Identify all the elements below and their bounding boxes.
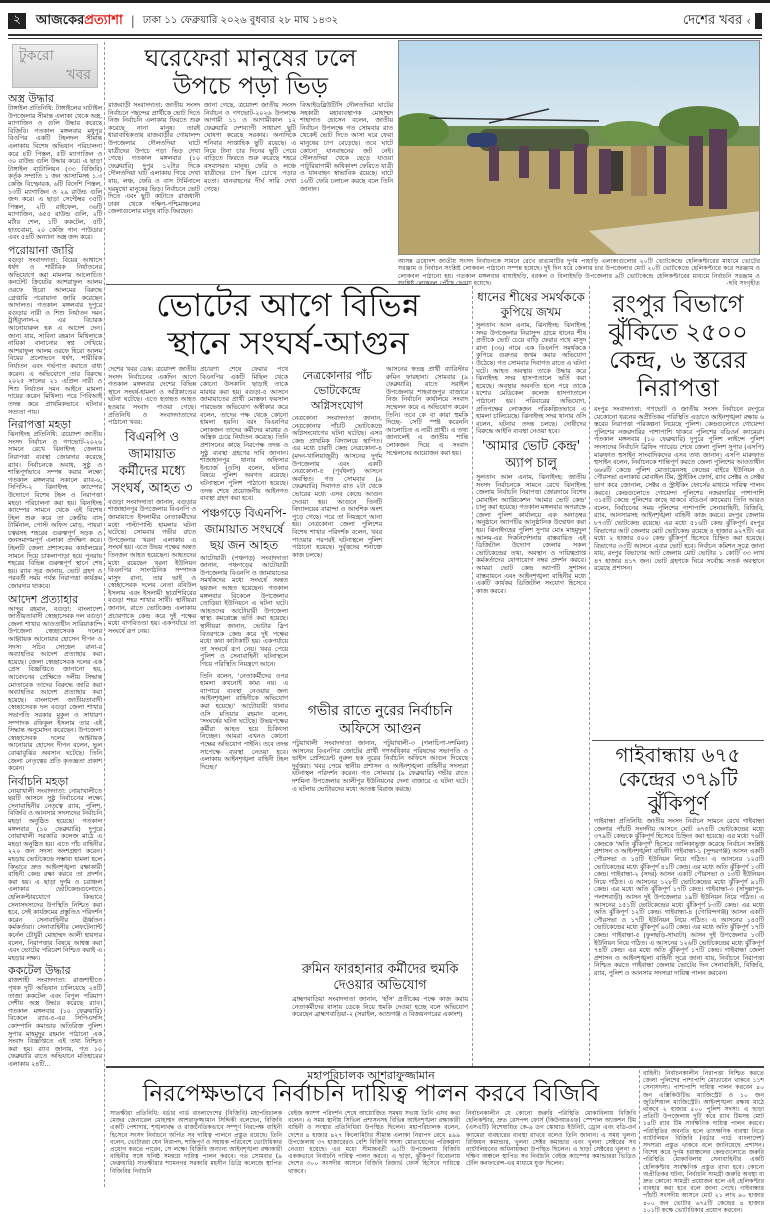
clash-col5-body: তিনি বলেন, 'নেতাকর্মীদের ওপর হামলা কখনোই কাম্য নয়। এ ব্যাপারে ব্যবস্থা নেওয়ার জন্য আইনশৃঙ্খলা বাহিনীকে অভিযোগ করা হয়েছে।' আটোয়ারী থানার ওসি মতিয়ার রহমান বলেন, 'সংঘর্ষের ঘটনা ঘটেছে। উভয়পক্ষের কর্মীরা আহত হয়ে চিকিৎসা নিচ্ছেন। আমরা এখনও কোনো পক্ষের অভিযোগ পাইনি। তবে তদন্ত সাপেক্ষে ব্যবস্থা নেওয়া হবে। এলাকায় আইনশৃঙ্খলা বাহিনী টহল দিচ্ছে।' [200,671,288,771]
header-rule-thin [8,38,762,39]
clash-headline-line-2: স্থানে সংঘর্ষ-আগুন [167,324,409,362]
brief-body: ঝিনাইদহ প্রতিনিধি: ত্রয়োদশ জাতীয় সংসদ নির্বাচন ও গণভোট-২০২৬ সামনে রেখে ঝিনাইদহ জেলায় নিরাপত্তা ব্যবস্থা জোরদার করেছে র‍্যাব। নির্বাচনকে অবাধ, সুষ্ঠু ও শান্তিপূর্ণভাবে সম্পন্ন করার লক্ষ্যে গতকাল মঙ্গলবার সকালে র‍্যাব-৬, সিপিসি-২ ঝিনাইদহ ক্যাম্পের উদ্যোগে বিশেষ টহল ও নিরাপত্তা মহড়া পরিচালনা করা হয়। ঝিনাইদহ ক্যাম্পের সামনে থেকে এই বিশেষ টহল শুরু করে তা কেন্দ্রীয় বাস টার্মিনাল, পোস্ট অফিস মোড়, পায়রা চত্বরসহ শহরের গুরুত্বপূর্ণ সড়ক ও জনসমাগমপূর্ণ এলাকা প্রদক্ষিণ করে। টহলটি জেলা প্রশাসকের কার্যালয়ের সামনে দিয়ে চাকলাপাড়া হয়ে পুনরায় শহরের বিভিন্ন গুরুত্বপূর্ণ স্থানে শেষ হয়। র‍্যাব সূত্র জানায়, ভোট গ্রহণ ও পরবর্তী সময় পর্যন্ত নিরাপত্তা কার্যক্রম জোরদার থাকবে। [8,430,102,591]
brief-title[interactable]: অস্ত্র উদ্ধার [8,92,54,105]
bgb-column-3: নির্বাচনকালীন যে কোনো জরুরি পরিস্থিতি মোকাবিলায় বিজিবি হেলিকপ্টার, দ্রুত রেসপন্স ফোর্স (কিউআরএফ) স্পেশাল অ্যাকশন টিম (এসএটি) বিশেষায়িত কে-৯ ডগ স্কোয়াড ইউনিট, ড্রোন এবং বডি-ওর্ন ক্যামেরা ব্যবহারের ব্যবস্থা রাখবে বলেও তিনি জানান। এ সময় খুলনা রিজিয়ন কমান্ডার, খুলনা সেক্টর কমান্ডার এবং খুলনা সেক্টরের সব ব্যাটালিয়নের অধিনায়করা উপস্থিত ছিলেন। এ ছাড়া সেক্টরের খুলনা ও দক্ষিণ অঞ্চলে স্থাপিত সব নির্বাচনি বেইজ ক্যাম্পের কমান্ডাররা ভিডিও টেলি কনফারেন্স-এর মাধ্যমে যুক্ত ছিলেন। [466,1110,636,1168]
column-divider [104,42,105,1187]
clash-headline-line-1: ভোটের আগে বিভিন্ন [156,286,420,324]
photo-credit: -ছবি সংগৃহীত [726,280,760,288]
gaibandha-continued: বাহিনী। নির্বাচনকালীন নিরাপত্তা নিশ্চিত করতে জেলা পুলিশের পাশাপাশি মোতায়েন থাকবে ১১শ সেনাসদস্য। পাশাপাশি দায়িত্ব পালন করবেন ৪০ জন এক্সিকিউটিভ ম্যাজিস্ট্রেট ও ১০ জন জুডিশিয়াল ম্যাজিস্ট্রেট। আইনশৃঙ্খলা রক্ষায় মাঠে থাকবে ২ হাজার ৫০০ পুলিশ সদস্য। এ ছাড়া প্রতিটি উপজেলায় দুটি করে র‍্যাব টিমসহ মোট ১৪টি র‍্যাব টিম সার্বক্ষণিক দায়িত্ব পালন করবে। পরিস্থিতির অবনতি হলে তাৎক্ষণিক ব্যবস্থা নিতে ব্যাটালিয়ন বিজিবি (বর্ডার গার্ড বাংলাদেশ) সদস্যরা প্রস্তুত থাকবে বলে জানিয়েছে প্রশাসন। বিশেষ করে দুর্গম চরাঞ্চলের কেন্দ্রগুলোতে জরুরি পরিস্থিতি মোকাবিলায় সেনাবাহিনীর একটি হেলিকপ্টার সার্বক্ষণিক প্রস্তুত রাখা হবে। কোনো অপ্রীতিকর ঘটনা, নির্বাচনি সামগ্রী জরুরি অবস্থা বা দ্রুত কোনো সামগ্রী প্রয়োজন হলে এই হেলিকপ্টার ব্যবহার করা হবে বলে জানা গেছে। গাইবান্ধার পাঁচটি সংসদীয় আসনে মোট ২১ লাখ ৯০ হাজার ৪০০ জন ভোটার ৬৭৫টি কেন্দ্রের ৪ হাজার ১০১টি কক্ষে ভোটাধিকার প্রয়োগ করবেন। [643,1070,764,1214]
helicopter-soldiers-photo [399,41,760,255]
column-divider [639,1070,640,1190]
brand-accent: প্রত্যাশা [84,12,123,28]
gaibandha-headline-line-1: গাইবান্ধায় ৬৭৫ [615,743,741,767]
dateline: ঢাকা ১১ ফেব্রুয়ারি ২০২৬ বুধবার ২৮ মাঘ ১৪৩২ [142,14,339,26]
badge-line-2: খবর [66,67,91,83]
sidebar-briefs [8,90,102,1068]
clash-col2-body: প্রচারণা শেষে ফেরার পথে বিএনপির একটি মিছিল থেকে কোনো উসকানি ছাড়াই তাকে মারধর করা হয়। বগুড়া-৫ আসনে জামায়াতের প্রার্থী মোস্তফা ফয়সাল পারভেজ অভিযোগ অস্বীকার করে বলেন, তাদের পক্ষ থেকে কোনো হামলা হয়নি। বরং বিএনপির লোকজন তাদের কর্মীদের মারধর ও অস্ত্রিক চেয়ে নির্যাতন করেছে। তিনি প্রশাসনের কাছে নিরপেক্ষ তদন্ত ও সুষ্ঠু ব্যবস্থা গ্রহণের দাবি জানান। শাজাহানপুর থানার অফিসার ইনচার্জ (ওসি) বলেন, ঘটনার বিষয়ে পুলিশ অবগত রয়েছে। ঘটনাস্থলে পুলিশ পাঠানো হয়েছে। তদন্ত শেষে প্রয়োজনীয় আইনগত ব্যবস্থা গ্রহণ করা হবে। [200,365,288,503]
clash-sub3-title[interactable]: নেত্রকোনার পাঁচ ভোটকেন্দ্রে অগ্নিসংযোগ [302,369,372,412]
section-rule [592,740,764,741]
paddy-headline[interactable]: ধানের শীষের সমর্থককে কুপিয়ে জখম [477,290,585,319]
column-divider [472,286,473,1066]
clash-sub2-title[interactable]: পঞ্চগড়ে বিএনপি-জামায়াত সংঘর্ষে ছয় জন আহত [201,505,287,552]
brief-title[interactable]: নিরাপত্তা মহড়া [8,418,72,432]
brief-body: বগুড়া সংবাদদাতা: বিয়ের আশ্বাসে ধর্ষণ ও শারীরিক নির্যাতনের অভিযোগে করা মামলায় আলোচিত কনটেন্ট ক্রিয়েটর আশরাফুল আলম ওরফে হিরো আলমের বিরুদ্ধে গ্রেপ্তারি পরোয়ানা জারি করেছেন আদালত। গতকাল মঙ্গলবার দুপুরে বগুড়ার নারী ও শিশু নির্যাতন দমন ট্রাইব্যুনাল-২ এর বিচারক আনোয়ারুল হক এ আদেশ দেন। জানা যায়, সাবিনা রহমান মিথিলাকে নায়িকা বানানোর স্বপ্ন দেখিয়ে আশরাফুল আলম ওরফে হিরো আলম বিয়ের প্রলোভনে ধর্ষণ, শারীরিক নির্যাতন এবং গর্ভপাত করাতে বাধ্য করেন। এ অভিযোগে তার বিরুদ্ধে ২০২৫ সালের ২১ এপ্রিল নারী ও শিশু নির্যাতন দমন আইনে মামলা দায়ের করেন মিথিলা। পরে পিবিআই তদন্ত করে প্রাথমিকভাবে ঘটনার সত্যতা পায়। [8,255,102,416]
tukro-khobor-badge [12,44,98,88]
rangpur-body: রংপুর সংবাদদাতা: গণভোট ও জাতীয় সংসদ নির্বাচনে রংপুরে যেকোনো ধরনের অপ্রীতিকর পরিস্থিতি এড়াতে আইনশৃঙ্খলা রক্ষায় ৬ স্তরের নিরাপত্তা পরিকল্পনা নিয়েছে পুলিশ। কেন্দ্রগুলোতে গোয়েন্দা পুলিশের নজরদারির পাশাপাশি থাকবে পুলিশের বডিওর্ন ক্যামেরা। গতকাল মঙ্গলবার (১০ ফেব্রুয়ারি) দুপুরে পুলিশ লাইন্সে পুলিশ সদস্যদের নির্বাচনি ব্রিফিং প্যারেড শেষে জেলা পুলিশ সুপার (এসপি) মারুফাত হুসাইন সাংবাদিকদের এসব তথ্য জানান। এসপি মারুফাত হুসাইন বলেন, নির্বাচনকে শান্তিপূর্ণ করতে জেলা পুলিশের আওতাধীন ৬৬৬টি কেন্দ্রে পুলিশ মোতায়েনসহ কেন্দ্রের বাইরে ইউনিয়ন ও পৌরসভা এলাকায় মোবাইল টিম, স্ট্রাইকিং ফোর্স, র‍্যাব সেক্টর ও সেক্টর ভাগ করে জোনাল, সেক্টর ও স্ট্রাইকিং ফোর্সের মাধ্যমে দায়িত্ব পালন করবে। কেন্দ্রগুলোতে গোয়েন্দা পুলিশের নজরদারির পাশাপাশি ৩১৫টি কেন্দ্রে পুলিশের কাছে থাকবে বডিওর্ন ক্যামেরা। তিনি আরও বলেন, নির্বাচনের সময় পুলিশের পাশাপাশি সেনাবাহিনী, বিজিবি, র‍্যাব, আনসারসহ আইনশৃঙ্খলা বাহিনী কাজ করবে। রংপুর জেলায় ৮৭৩টি ভোটকেন্দ্র রয়েছে। এর মধ্যে ৫১৬টি কেন্দ্র ঝুঁকিপূর্ণ। রংপুর বিভাগের আট জেলায় মোট ভোটকেন্দ্র রয়েছে ৪ হাজার ৯২৭টি। এর মধ্যে ২ হাজার ৫০০ কেন্দ্র ঝুঁকিপূর্ণ হিসেবে চিহ্নিত করা হয়েছে। বিভাগের ৩৩টি আসনে এবার ভোট হবে। নির্বাচন কমিশন সূত্রে জানা যায়, রংপুর বিভাগের আট জেলায় মোট ভোটার ১ কোটি ৩৩ লাখ ৪৭ হাজার ৪১৭ জন। ভোট গ্রহণকে ঘিরে সর্বোচ্চ সতর্ক অবস্থানে রয়েছে প্রশাসন। [594,405,764,573]
clash-sub3-body: নেত্রকোনা সংবাদদাতা জানান, নেত্রকোনার পাঁচটি ভোটকেন্দ্রে অগ্নিসংযোগের ঘটনা ঘটেছে। এসব কেন্দ্র প্রাথমিক বিদ্যালয়ে স্থাপিত। এর মধ্যে চারটি কেন্দ্র নেত্রকোনা-৪ (মদন-খালিয়াজুরী) আসনের দুর্গম উপজেলায় এবং একটি নেত্রকোনা-৫ (পূর্বধলা) আসনে অবস্থিত। গত সোমবার (৯ ফেব্রুয়ারি) দিবাগত রাত ২টা থেকে ভোরের মধ্যে এসব কেন্দ্রে আগুন দেওয়া হয়। আগুনে তিনটি বিদ্যালয়ের বারান্দা ও আংশিক অংশ পুড়ে গেছে। পরে তা নিয়ন্ত্রণে আনা হয়। নেত্রকোনা জেলা পুলিশের বিশেষ শাখার পরিদর্শক বলেন, খবর পাওয়ার পরপরই ঘটনাস্থলে পুলিশ পাঠানো হয়েছে। দুর্বৃত্তদের শনাক্তে কাজ চলছে। [292,414,382,559]
clash-sub1-body: বগুড়া সংবাদদাতা জানান, বগুড়ার শাজাহানপুর উপজেলায় বিএনপি ও জামায়াতে ইসলামীর নেতাকর্মীদের মধ্যে পাল্টাপাল্টি হামলার ঘটনা ঘটেছে। সোমবার গভীর রাতে উপজেলার খরনা এলাকায় এ সংঘর্ষ হয়। এতে উভয় পক্ষের অন্তত তিনজন আহত হয়েছেন। আহতদের মধ্যে রয়েছেন খরনা ইউনিয়ন বিএনপির সাংগঠনিক সম্পাদক মাসুদ রানা, তার ভাই ও স্বেচ্ছাসেবক দলের নেতা রবিউল ইসলাম এবং ইসলামী ছাত্রশিবিরের বগুড়া শহর শাখার সাথী। স্থানীয়রা জানান, রাতে ভোটকেন্দ্র এলাকায় প্রচারণাকে কেন্দ্র করে দুই পক্ষের মধ্যে বাগবিতণ্ডা হয়। একপর্যায়ে তা সংঘর্ষে রূপ নেয়। [108,497,196,635]
brief-body: নোয়াখালী সংবাদদাতা: নোয়াখালীতে ছয়টি আসনে সুষ্ঠু নির্বাচনের লক্ষ্যে সেনাবাহিনীর নেতৃত্বে র‍্যাব, পুলিশ, বিজিবি ও আনসার সদস্যদের নির্বাচনি মহড়া অনুষ্ঠিত হয়েছে। গতকাল মঙ্গলবার (১০ ফেব্রুয়ারি) দুপুরে নোয়াখালী সরকারি কলেজ মাঠে এ মহড়া অনুষ্ঠিত হয়। এতে পাঁচ বাহিনীর ২২০ জন সদস্য অংশগ্রহণ করেন। মহড়ায় ভোটকেন্দ্রে সম্ভাব্য হামলা হলে কিভাবে দ্রুত আইনশৃঙ্খলা রক্ষাকারী বাহিনী কেন্দ্র রক্ষা করবে তা প্রদর্শন করা হয়। এ ছাড়া দুর্গম ও চরাঞ্চল এলাকার ভোটকেন্দ্রগুলোতে হেলিকপ্টারযোগে কিভাবে সেনাসদস্যদের উপস্থিতি নিশ্চিত করা হবে, সেই কার্যক্রমের প্রস্তুতিও পরিদর্শন করেন সেনাবাহিনীর ঊর্ধ্বতন কর্মকর্তারা। সেনাবাহিনীর লেফটেন্যান্ট কর্নেল চৌধুরী মোহাম্মদ আলী হায়দার বলেন, নিরাপত্তার বিষয়ে আশ্বস্ত করা এবং ভোটের পরিবেশ নিশ্চিত করাই এ মহড়ার লক্ষ্য। [8,786,102,962]
brand-prefix: আজকের [36,12,85,28]
clash-sub2-body: আটোয়ারী (পঞ্চগড়) সংবাদদাতা জানান, পঞ্চগড়ের আটোয়ারী উপজেলায় বিএনপি ও জামায়াতের সমর্থকদের মধ্যে সংঘর্ষে অন্তত ছয়জন আহত হয়েছেন। গতকাল মঙ্গলবার বিকেলে উপজেলার তোড়িয়া ইউনিয়নে এ ঘটনা ঘটে। আহতদের আটোয়ারী উপজেলা স্বাস্থ্য কমপ্লেক্সে ভর্তি করা হয়েছে। স্থানীয়রা জানান, ভোটার স্লিপ বিতরণকে কেন্দ্র করে দুই পক্ষের মধ্যে কথা কাটাকাটি হয়। একপর্যায়ে তা সংঘর্ষে রূপ নেয়। খবর পেয়ে পুলিশ ও সেনাবাহিনী ঘটনাস্থলে গিয়ে পরিস্থিতি নিয়ন্ত্রণে আনে। [200,553,288,668]
brief-item [8,593,102,773]
page-number: ২ [8,13,26,29]
section-label[interactable] [683,11,762,32]
clash-sub4-body: পটুয়াখালী সংবাদদাতা জানান, পটুয়াখালী-৩ (গলাচিপা-দশমিনা) আসনের বিএনপির জোটের প্রার্থী গণঅধিকার পরিষদের সভাপতি ও ভাইস প্রেসিডেন্ট নুরুল হক নুরের নির্বাচনি অফিসে আগুন দিয়েছে দুর্বৃত্তরা। খবর পেয়ে স্থানীয় প্রশাসন ও আইনশৃঙ্খলা বাহিনীর সদস্যরা ঘটনাস্থল পরিদর্শন করেন। গত সোমবার (৯ ফেব্রুয়ারি) গভীর রাতে দশমিনা উপজেলার আলীপুর ইউনিয়নের দেলা বাজারে এ ঘটনা ঘটে। এ ঘটনায় ভোটারদের মধ্যে আতঙ্ক বিরাজ করছে। [292,739,468,793]
clash-column-3 [292,366,382,559]
brief-item [8,418,102,590]
brief-body: রাজশাহী সংবাদদাতা: রাজশাহীতে পৃথক দুটি অভিযান চালিয়েছে ২৪টি তাজা ককটেল এবং বিপুল পরিমাণ দেশীয় অস্ত্র উদ্ধার করেছে র‍্যাব। গতকাল মঙ্গলবার (১০ ফেব্রুয়ারি) বিকেলে র‍্যাব-৫-এর সিপিএসসি কোম্পানি কমান্ডার অতিরিক্ত পুলিশ সুপার মাহমুদুর রহমান পাঠানো এক সংবাদ বিজ্ঞপ্তিতে এই তথ্য নিশ্চিত করা হয়। র‍্যাব জানায়, গত ১০ ফেব্রুয়ারি রাতে অভিযানে মতিহারের এলাকায় ২৪টি... [8,976,102,1068]
brief-title[interactable]: আদেশ প্রত্যাহার [8,592,79,606]
gaibandha-body: গাইবান্ধা প্রতিনিধি: জাতীয় সংসদ নির্বাচন সামনে রেখে গাইবান্ধা জেলার পাঁচটি সংসদীয় আসনে মোট ৬৭৫টি ভোটকেন্দ্রের মধ্যে ৩৭৯টি কেন্দ্রকে ঝুঁকিপূর্ণ হিসেবে চিহ্নিত করা হয়েছে। এর মধ্যে ৭৬টি কেন্দ্রকে 'অতি ঝুঁকিপূর্ণ' হিসেবে তালিকাভুক্ত করেছে নির্বাচন সংশ্লিষ্ট প্রশাসন ও আইনশৃঙ্খলা বাহিনী। গাইবান্ধা-১ (সুন্দরগঞ্জ) আসন একটি পৌরসভা ও ১৫টি ইউনিয়ন নিয়ে গঠিত। এ আসনের ১২৫টি ভোটকেন্দ্রের মধ্যে ঝুঁকিপূর্ণ ৪১টি কেন্দ্র। এর মধ্যে অতি ঝুঁকিপূর্ণ ১৩টি কেন্দ্র। গাইবান্ধা-২ (সদর) আসন একটি পৌরসভা ও ১৩টি ইউনিয়ন নিয়ে গঠিত। এ আসনের ১২৮টি ভোটকেন্দ্রের মধ্যে ঝুঁকিপূর্ণ ৯১টি কেন্দ্র। এর মধ্যে অতি ঝুঁকিপূর্ণ ১৭টি কেন্দ্র। গাইবান্ধা-৩ (সাদুল্লাপুর-পলাশবাড়ী) আসন দুই উপজেলার ১৯টি ইউনিয়ন নিয়ে গঠিত। এ আসনের ১৫১টি ভোটকেন্দ্রের মধ্যে ঝুঁকিপূর্ণ ৮৩টি কেন্দ্র। এর মধ্যে অতি ঝুঁকিপূর্ণ ১২টি কেন্দ্র। গাইবান্ধা-৪ (গোবিন্দগঞ্জ) আসন একটি পৌরসভা ও ১৭টি ইউনিয়ন নিয়ে গঠিত। এ আসনের ১৪৫টি ভোটকেন্দ্রের মধ্যে ঝুঁকিপূর্ণ ৯০টি কেন্দ্র। এর মধ্যে অতি ঝুঁকিপূর্ণ ১৭টি কেন্দ্র। গাইবান্ধা-৫ (ফুলছড়ি-সাঘাটা) আসন দুই উপজেলার ১৩টি ইউনিয়ন নিয়ে গঠিত। এ আসনের ১২৬টি ভোটকেন্দ্রের মধ্যে ঝুঁকিপূর্ণ ৭৪টি কেন্দ্র। এর মধ্যে অতি ঝুঁকিপূর্ণ ১৭টি কেন্দ্র। গাইবান্ধা জেলা প্রশাসন ও আইনশৃঙ্খলা বাহিনী সূত্রে জানা যায়, নির্বাচনে নিরাপত্তা নিশ্চিত করতে গাইবান্ধা জেলায় ভোটের দিন সেনাবাহিনী, বিজিবি, র‍্যাব, পুলিশ ও আনসার সদস্যরা দায়িত্ব পালন করবেন। [594,817,764,977]
clash-sub5-body: ব্রাহ্মণবাড়িয়া সংবাদদাতা জানান, 'হাঁস' প্রতীকের পক্ষে কাজ করায় নেতাকর্মীদের বাসায় ডেকে নিয়ে হুমকি দেওয়া হচ্ছে বলে অভিযোগ করেছেন ব্রাহ্মণবাড়িয়া-২ (সরাইল, আশুগঞ্জ ও বিজয়নগরের একাংশ) [292,995,468,1019]
brief-item [8,964,102,1068]
paddy-body: সুলতান আল এনাম, ঝিনাইদহ: ঝিনাইদহ সদর উপজেলার নিরাসুন্দ গ্রামে ধানের শীষ প্রতীকে ভোট চেয়ে বাড়ি ফেরার পথে মাসুদ রানা (৩৬) নামে এক বিএনপি সমর্থককে কুপিয়ে গুরুতর জখম করার অভিযোগ উঠেছে। গত সোমবার দিবাগত রাতে এ ঘটনা ঘটে। আহত অবস্থায় তাকে উদ্ধার করে ঝিনাইদহ সদর হাসপাতালে ভর্তি করা হয়েছে। অবস্থার অবনতি হলে পরে তাকে যশোর মেডিকেল কলেজ হাসপাতালে পাঠানো হয়। পরিবারের অভিযোগ, প্রতিপক্ষের লোকজন পরিকল্পিতভাবে এ হামলা চালিয়েছে। ঝিনাইদহ সদর থানার ওসি বলেন, ঘটনার তদন্ত চলছে। দোষীদের বিরুদ্ধে আইনি ব্যবস্থা নেওয়া হবে। [476,321,586,436]
gaibandha-headline-line-2: কেন্দ্রের ৩৭৯টি [618,767,738,791]
clash-column-2 [200,366,288,771]
lead-column-2: জানা গেছে, ত্রয়োদশ জাতীয় সংসদ নির্বাচন ও গণভোট-২০২৬ উপলক্ষে আগামী ১১ ও আগামীকাল ১২ ফেব্রুয়ারি দেশব্যাপী সাধারণ ছুটি ঘোষণা করেছে সরকার। অন্যদিকে শনিবার সাপ্তাহিক ছুটি রয়েছে। এ নিয়ে টানা চার দিনের ছুটি পেয়ে বাড়িতে ফিরতে শুরু করেছে শহরে বসবাসরত মানুষ। ফেরি ও লঞ্চে যাত্রীদের চাপ ছিল চোখে পড়ার মতো। যানবাহনের দীর্ঘ সারি দেখা গেছে। [204,101,296,193]
bgb-headline[interactable]: নিরপেক্ষভাবে নির্বাচনি দায়িত্ব পালন করবে বিজিবি [142,1081,600,1107]
clash-sub1-title[interactable]: বিএনপি ও জামায়াত কর্মীদের মধ্যে সংঘর্ষ, আহত ৩ [111,429,193,496]
bgb-kicker: মহাপরিচালক আশরাফুজ্জামান [307,1069,435,1082]
brief-item [8,92,102,242]
section-rule [106,284,468,285]
brief-body: আব্দুর রহমান, বগুড়া: বাংলাদেশ জাতীয়তাবাদী স্বেচ্ছাসেবক দল বগুড়া জেলা শাখার আওতাধীন সারিয়াকান্দি উপজেলা স্বেচ্ছাসেবক দলের আহ্বায়ক আনোয়ার হোসেন দীপন ও সদস্য সচিব সোহেল রানা-র অব্যাহতির আদেশ প্রত্যাহার করা হয়েছে। জেলা স্বেচ্ছাসেবক দলের এক প্রেস বিজ্ঞপ্তিতে জানানো হয়, আবেদনের প্রেক্ষিতে দলীয় সিদ্ধান্ত মোতাবেক তাদের বিরুদ্ধে জারি করা অব্যাহতির আদেশ প্রত্যাহার করা হয়েছে। বাংলাদেশ জাতীয়তাবাদী স্বেচ্ছাসেবক দল বগুড়া জেলা শাখার সভাপতি সরকার মুকুল ও সাধারণ সম্পাদক রফিকুল ইসলাম তার এই সিদ্ধান্ত অনুমোদন করেছেন। উপজেলা স্বেচ্ছাসেবক দলের আহ্বায়ক আনোয়ার হোসেন দীপন বলেন, ভুল বোঝাবুঝির অবসান ঘটেছে। তিনি জেলা নেতৃত্বের প্রতি কৃতজ্ঞতা প্রকাশ করেন। [8,604,102,773]
rangpur-headline[interactable] [592,290,764,402]
app-launch-title[interactable]: 'আমার ভোট কেন্দ্র' অ্যাপ চালু [481,438,581,471]
masthead [0,0,770,34]
clash-sub5-title[interactable]: রুমিন ফারহানার কর্মীদের হুমকি দেওয়ার অভিযোগ [301,962,459,993]
brief-item [8,775,102,963]
badge-line-1: টুকরো [19,48,54,64]
column-divider [589,286,590,1066]
section-title: দেশের খবর [682,12,743,28]
gaibandha-headline-line-3: ঝুঁকিপূর্ণ [647,791,709,815]
bgb-column-2: বেইজ ক্যাম্প পরিদর্শন শেষে আয়োজিত সমন্বয় সভায় তিনি এসব কথা বলেন। এ সময় স্থানীয় সিভিল প্রশাসনসহ বিভিন্ন আইনশৃঙ্খলা রক্ষাকারী বাহিনী ও সংস্থার প্রতিনিধিরা উপস্থিত ছিলেন। মহাপরিচালক বলেন, দেশের ৪ হাজার ৪২৭ কিলোমিটার সীমান্ত এলাকা নিরাপদ রেখে ৪৯৯ উপজেলায় ৩৭ হাজারেরও বেশি বিজিবি সদস্য মোতায়েনের পরিকল্পনা নেওয়া হয়েছে। এর মধ্যে সীমান্তবর্তী ৬১টি উপজেলায় বিজিবি এককভাবে নির্বাচনি দায়িত্ব পালন করবে। এ ছাড়া, ঝুঁকিপূর্ণ বিবেচনায় দেশের ৩০০ সংসদীয় আসনে বিজিবি রিজার্ভ ফোর্স হিসেবে দায়িত্বে থাকবে। [288,1110,460,1175]
chevron-left-icon: ‹ [746,14,751,28]
clash-sub4 [292,700,468,793]
divider: | [130,14,135,28]
brief-body: টাঙ্গাইল প্রতিনিধি: টাঙ্গাইলের ঘাটাইল উপজেলার সীমান্ত এলাকা থেকে অস্ত্র, ম্যাগাজিন ও গুলি উদ্ধার করেছে বিজিবি। গতকাল মঙ্গলবার মধুপুর বিওপির একটি টহলদল সীমান্ত এলাকায় বিশেষ অভিযান পরিচালনা করে ৪টি পিস্তল, ৫টি ম্যাগাজিন ও ৩০ রাউন্ড গুলি উদ্ধার করে। এ ছাড়া টাঙ্গাইল ব্যাটালিয়ন (৩৩ বিজিবি) কর্তৃক সম্প্রতি ১ জন আসামিসহ ১.৩ কেজি বিস্ফোরক, ৬টি বিদেশি পিস্তল, ১৩টি ম্যাগাজিন ও ২৯ রাউন্ড গুলি জব্দ করে। এ ছাড়া সেপ্টেম্বর ৩৫টি পিস্তল, ২টি রাইফেল, ৩৬টি ম্যাগাজিন, ৬৫৫ রাউন্ড গুলি, ২টি মর্টার শেল, ১টি ককটেল, ৫টি হাতবোমা, ২০ কেজি গান পাউডার এবং ৫৪টি অন্যান্য অস্ত্র জব্দ করে। [8,104,102,242]
rangpur-headline-line-2: ঝুঁকিতে ২৫০০ [608,318,748,346]
brief-item [8,244,102,416]
clash-sub4-title[interactable]: গভীর রাতে নুরের নির্বাচনি অফিসে আগুন [307,703,453,737]
brand-logo[interactable] [36,11,123,32]
lead-headline-line-1: ঘরেফেরা মানুষের ঢলে [144,44,357,72]
clash-col4-body: আসনের স্বতন্ত্র প্রার্থী ব্যারিস্টার রুমিন ফারহানা। সোমবার (৯ ফেব্রুয়ারি) রাতে সরাইল উপজেলার শাহবাজপুর বাজারে নিজ নির্বাচনি কার্যালয়ে সংবাদ সম্মেলন করে এ অভিযোগ করেন তিনি। তবে কে বা কারা হুমকি দিচ্ছে- সেটি স্পষ্ট করেননি আলোচিত এ নারী প্রার্থী। এ তথ্য জানালেই এ জাতীয় শান্তি লোকজন দিয়ে এ সংবাদ সম্মেলনের আয়োজন করা হয়। [386,365,468,457]
gaibandha-headline[interactable] [592,743,764,815]
lead-column-3: বিআইডব্লিউটিসি দৌলতদিয়া ঘাটের সহকারী মহাব্যবস্থাপক মোহাম্মদ শাহাদাত হোসেন বলেন, জাতীয় নির্বাচন উপলক্ষে গত সোমবার রাত থেকেই ভোট দিতে আসা ঘরে ফেরা মানুষের চাপ বেড়েছে। তবে ঘাটে কোনো যানবাহনের জট নেই। দৌলতদিয়া থেকে ছেড়ে যাওয়া পাটুরিয়াগামী অধিকাংশ ফেরিতে যাত্রী ও যানবাহন স্বাভাবিক রয়েছে। ঘাটে ১৬টি ফেরি চলাচল করছে বলে তিনি জানান। [300,101,393,193]
header-rule [8,34,762,36]
clash-headline[interactable] [108,286,468,362]
news-photo[interactable] [398,40,760,255]
section-rule [106,1066,764,1068]
section-marker-icon [755,13,762,29]
clash-column-4 [386,366,468,457]
brief-title[interactable]: নির্বাচনি মহড়া [8,774,69,788]
app-launch-body: সুলতান আল এনাম, ঝিনাইদহ: জাতীয় সংসদ নির্বাচনকে সামনে রেখে ঝিনাইদহ জেলায় নির্বাচনি নিরাপত্তা জোরদারে বিশেষ মোবাইল অ্যাপ্লিকেশন 'আমার ভোট কেন্দ্র' চালু করা হয়েছে। গতকাল মঙ্গলবার অপরাহ্নে জেলা পুলিশ কার্যালয়ে এক অনাড়ম্বর অনুষ্ঠানে অ্যাপটির আনুষ্ঠানিক উদ্বোধন করা হয়। ঝিনাইদহের পুলিশ সুপার মোঃ মাহমুদুল আলম-এর দিকনির্দেশনায় বাস্তবায়িত এই ডিজিটাল উদ্যোগ জেলার সকল ভোটকেন্দ্রের তথ্য, অবস্থান ও দায়িত্বপ্রাপ্ত কর্মকর্তাদের যোগাযোগ নম্বর প্রদর্শন করবে। আমরা ভোট কেন্দ্র অ্যাপটি সুশাসন বাস্তবায়নে এবং আইনশৃঙ্খলা বাহিনীর মধ্যে একটি কার্যকর ডিজিটাল সংযোগ হিসেবে কাজ করবে। [476,472,586,595]
bgb-column-1: সাতক্ষীরা প্রতিনিধি: বর্ডার গার্ড বাংলাদেশের (বিজিবি) মহাপরিচালক মেজর জেনারেল মোহাম্মদ আশরাফুজ্জামান সিদ্দিকী বলেছেন, বিজিবি একটি পেশাদার, শৃঙ্খলাবদ্ধ ও রাজনৈতিকভাবে সম্পূর্ণ নিরপেক্ষ বাহিনী হিসেবে সংসদ নির্বাচনে অর্পিত সব দায়িত্ব পালনে প্রস্তুত রয়েছে। তিনি বলেন, ভোটাররা যেন নিরাপদ, শান্তিপূর্ণ ও সহায়ক পরিবেশে ভোটাধিকার প্রয়োগ করতে পারেন, সে লক্ষ্যে বিজিবি অন্যান্য আইনশৃঙ্খলা রক্ষাকারী বাহিনীর সঙ্গে ঘনিষ্ঠ সমন্বয়ে দায়িত্ব পালন করবে। গত সোমবার (৯ ফেব্রুয়ারি) সাতক্ষীরার শ্যামনগর সরকারি মহসীন ডিগ্রি কলেজে স্থাপিত বিজিবির নির্বাচনি [110,1110,282,1175]
brief-title[interactable]: পরোয়ানা জারি [8,243,74,257]
clash-intro: দেশের খবর ডেস্ক: ত্রয়োদশ জাতীয় সংসদ নির্বাচনের একদিন আগে গতকাল মঙ্গলবার দেশের বিভিন্ন স্থানে সংঘর্ষ-হামলা ও অগ্নিকাণ্ডের ঘটনা ঘটেছে। এতে হতাহত আহত হওয়ার সংবাদ পাওয়া গেছে। প্রতিনিধি ও সংবাদদাতাদের পাঠানো খবর: [108,365,196,427]
paddy-story [476,288,586,595]
rangpur-headline-line-4: নিরাপত্তা [637,374,719,402]
rangpur-headline-line-1: রংপুর বিভাগে [612,290,744,318]
rangpur-headline-line-3: কেন্দ্র, ৬ স্তরের [609,346,747,374]
clash-sub5 [292,960,468,1019]
clash-column-1 [108,366,196,635]
lead-headline-line-2: উপচে পড়া ভিড় [172,72,329,100]
brief-title[interactable]: ককটেল উদ্ধার [8,964,71,978]
lead-column-1: রাজবাড়ী সংবাদদাতা: জাতীয় সংসদ নির্বাচনে পছন্দের প্রার্থীকে ভোট দিতে নিজ নির্বাচনি এলাকায় ফিরতে শুরু করেছে নানা মানুষ। তারই ধারাবাহিকতায় রাজবাড়ীর গোয়ালন্দ উপজেলার দৌলতদিয়া ঘাটে যাত্রীদের উপচে পড়া ভিড় দেখা গেছে। গতকাল মঙ্গলবার (১০ ফেব্রুয়ারি) দুপুর ১২টার দিকে দৌলতদিয়া ঘাট এলাকায় গিয়ে দেখা যায়, লঞ্চ, ফেরি ও বাস টার্মিনালে ঘরমুখো মানুষের ভিড়। নির্বাচনে ভোট দিতে এবং ছুটি কাটাতে রাজধানী ঢাকা থেকে দক্ষিণ-পশ্চিমাঞ্চলের জেলাগুলোর মানুষ বাড়ি ফিরছেন। [108,101,200,216]
lead-headline[interactable] [108,44,393,100]
caption-text: আসন্ন ত্রয়োদশ জাতীয় সংসদ নির্বাচনকে সামনে রেখে রাঙামাটির দুর্গম পাহাড়ি এলাকাগুলোর ২০টি ভোটকেন্দ্রে হেলিকপ্টারের মাধ্যমে ভোটের সরঞ্জাম ও নির্বাচন সংশ্লিষ্ট লোকবল পাঠানো সম্পন্ন হয়েছে। দুই দিন ধরে জেলার চার উপজেলার মোট ২০টি ভোটকেন্দ্রে হেলিকপ্টারে করে সরঞ্জাম ও লোকবল পাঠানো হয়। গতকাল মঙ্গলবার বাঘাইছড়ি, বরকল ও বিলাইছড়ি উপজেলার ৯টি ভোটকেন্দ্রে হেলিকপ্টারের মাধ্যমে নির্বাচনি সরঞ্জাম ও সংশ্লিষ্ট লোকবল পৌঁছে দেওয়া হয়েছে। [398,258,760,288]
